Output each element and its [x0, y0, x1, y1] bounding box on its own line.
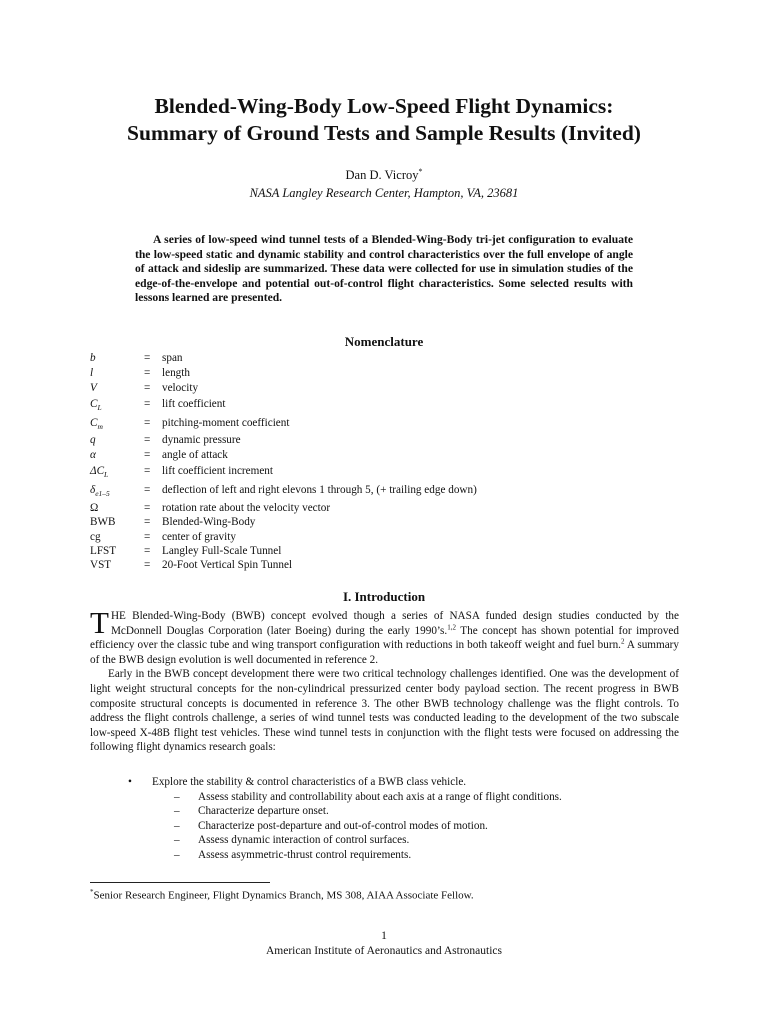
nomenclature-definition: length [162, 367, 190, 379]
nomenclature-symbol: Ω [90, 502, 99, 514]
nomenclature-heading: Nomenclature [344, 334, 424, 349]
nomenclature-symbol: V [90, 382, 97, 394]
title-line-2: Summary of Ground Tests and Sample Results (Invited) [127, 121, 641, 145]
reference-mark: 2 [620, 637, 625, 646]
nomenclature-definition: dynamic pressure [162, 434, 241, 446]
nomenclature-equals: = [144, 352, 151, 364]
author-name: Dan D. Vicroy [345, 168, 419, 183]
nomenclature-definition: lift coefficient increment [162, 465, 273, 477]
nomenclature-equals: = [144, 398, 151, 410]
footnote-rule [90, 882, 270, 883]
introduction-paragraph-1: THE Blended-Wing-Body (BWB) concept evolved though a series of NASA funded design studies conducted by the McDonnell Douglas Corporation (later Boeing) during the early 1990’s.$^{1,2}$ The concept has shown potential for improved efficiency over the classic tube and wing transport configuration with reductions in both takeoff weight and fuel burn.$^2$ A summary of the BWB design evolution is well documented in reference 2. [90, 605, 679, 666]
title-line-1: Blended-Wing-Body Low-Speed Flight Dynamics: [154, 94, 614, 118]
nomenclature-definition: angle of attack [162, 449, 228, 461]
nomenclature-equals: = [144, 559, 151, 571]
nomenclature-equals: = [144, 502, 151, 514]
nomenclature-equals: = [144, 367, 151, 379]
nomenclature-equals: = [144, 417, 151, 429]
footnote-text: Senior Research Engineer, Flight Dynamics Branch, MS 308, AIAA Associate Fellow. [93, 889, 474, 902]
nomenclature-equals: = [144, 434, 151, 446]
dash-icon: – [174, 805, 180, 817]
introduction-text [90, 605, 679, 755]
nomenclature-symbol: q [90, 434, 96, 446]
affiliation: NASA Langley Research Center, Hampton, VA, 23681 [249, 186, 519, 200]
footnote-mark: * [90, 888, 94, 896]
nomenclature-definition: deflection of left and right elevons 1 through 5, (+ trailing edge down) [162, 484, 477, 496]
introduction-paragraph-2: Early in the BWB concept development there were two critical technology challenges identified. One was the development of light weight structural concepts for the non-cylindrical pressurized center body payload section. The recent progress in BWB composite structural concepts is documented in reference 3. The other BWB technology challenge was the flight controls. To address the flight controls challenge, a series of wind tunnel tests was conducted leading to the development of the two subscale low-speed X-48B flight test vehicles. These wind tunnel tests in conjunction with the flight tests were focused on addressing the following flight dynamics research goals: [90, 668, 679, 754]
footnote [90, 888, 474, 902]
nomenclature-equals: = [144, 531, 151, 543]
page-number: 1 [381, 930, 387, 942]
page-footer: American Institute of Aeronautics and Astronautics [265, 945, 502, 957]
dash-icon: – [174, 834, 180, 846]
bullet-icon: • [128, 776, 132, 788]
nomenclature-definition: 20-Foot Vertical Spin Tunnel [162, 559, 293, 571]
nomenclature-symbol: $C_L$ [90, 398, 102, 413]
section-heading-introduction: I. Introduction [342, 589, 426, 604]
nomenclature-equals: = [144, 516, 151, 528]
nomenclature-definition: lift coefficient [162, 398, 226, 410]
author-footnote-mark: * [418, 167, 423, 176]
nomenclature-symbol: b [90, 352, 96, 364]
nomenclature-symbol: $\Delta C_L$ [90, 465, 109, 480]
nomenclature-symbol: LFST [90, 545, 117, 557]
nomenclature-symbol: VST [90, 559, 112, 571]
nomenclature-symbol: cg [90, 531, 101, 543]
nomenclature-definition: Langley Full-Scale Tunnel [162, 545, 282, 557]
paper-title [60, 93, 708, 147]
dash-icon: – [174, 820, 180, 832]
nomenclature-equals: = [144, 449, 151, 461]
reference-mark: 1,2 [447, 622, 456, 631]
drop-cap: T [90, 605, 109, 640]
nomenclature-definition: Blended-Wing-Body [162, 516, 256, 528]
nomenclature-equals: = [144, 465, 151, 477]
nomenclature-symbol: $C_m$ [90, 417, 103, 432]
nomenclature-definition: pitching-moment coefficient [162, 417, 290, 429]
nomenclature-definition: center of gravity [162, 531, 236, 543]
abstract: A series of low-speed wind tunnel tests of a Blended-Wing-Body tri-jet configuration to evaluate the low-speed static and dynamic stability and control characteristics over the full envelope of angle of attack and sideslip are summarized. These data were collected for use in simulation studies of the edge-of-the-envelope and potential out-of-control flight characteristics. Some selected results with lessons learned are presented. [135, 233, 633, 305]
nomenclature-symbol: BWB [90, 516, 116, 528]
nomenclature-symbol: l [90, 367, 94, 379]
nomenclature-definition: velocity [162, 382, 199, 394]
nomenclature-symbol: α [90, 449, 96, 461]
nomenclature-equals: = [144, 545, 151, 557]
nomenclature-equals: = [144, 382, 151, 394]
paper-page: Blended-Wing-Body Low-Speed Flight Dynamics: Summary of Ground Tests and Sample Results (Invited) Dan D. Vicroy* NASA Langley Research Center, Hampton, VA, 23681 A series of low-speed wind tunnel tests of a Blended-Wing-Body tri-jet configuration to evaluate the low-speed static and dynamic stability and control characteristics over the full envelope of angle of attack and sideslip are summarized. These data were collected for use in simulation studies of the edge-of-the-envelope and potential out-of-control flight characteristics. Some selected results with lessons learned are presented. Nomenclature b = span l = length V = velocity $C_L$ = lift coefficient $C_m$ = pitching-moment coefficient q = dynamic pressure α = angle of attack $\Delta C_L$ = lift coefficient increment $\delta_{e1-5}$ = deflection of left and right elevons 1 through 5, (+ trailing edge down) Ω = rotation rate about the velocity vector BWB = Blended-Wing-Body cg = center of gravity LFST = Langley Full-Scale Tunnel VST = 20-Foot Vertical Spin Tunnel I. Introduction THE Blended-Wing-Body (BWB) concept evolved though a series of NASA funded design studies conducted by the McDonnell Douglas Corporation (later Boeing) during the early 1990’s.$^{1,2}$ The concept has shown potential for improved efficiency over the classic tube and wing transport configuration with reductions in both takeoff weight and fuel burn.$^2$ A summary of the BWB design evolution is well documented in reference 2. Early in the BWB concept development there were two critical technology challenges identified. One was the development of light weight structural concepts for the non-cylindrical pressurized center body payload section. The recent progress in BWB composite structural concepts is documented in reference 3. The other BWB technology challenge was the flight controls. To address the flight controls challenge, a series of wind tunnel tests was conducted leading to the development of the two subscale low-speed X-48B flight test vehicles. These wind tunnel tests in conjunction with the flight tests were focused on addressing the following flight dynamics research goals: • Explore the stability & control characteristics of a BWB class vehicle. – Assess stability and controllability about each axis at a range of flight conditions. – Characterize departure onset. – Characterize post-departure and out-of-control modes of motion. – Assess dynamic interaction of control surfaces. – Assess asymmetric-thrust control requirements. *Senior Research Engineer, Flight Dynamics Branch, MS 308, AIAA Associate Fellow. 1 American Institute of Aeronautics and Astronautics [0, 0, 768, 1024]
nomenclature-definition: rotation rate about the velocity vector [162, 502, 331, 514]
nomenclature-definition: span [162, 352, 183, 364]
author-line [0, 167, 768, 183]
nomenclature-symbol: $\delta_{e1-5}$ [90, 484, 110, 499]
nomenclature-equals: = [144, 484, 151, 496]
dash-icon: – [174, 791, 180, 803]
dash-icon: – [174, 849, 180, 861]
